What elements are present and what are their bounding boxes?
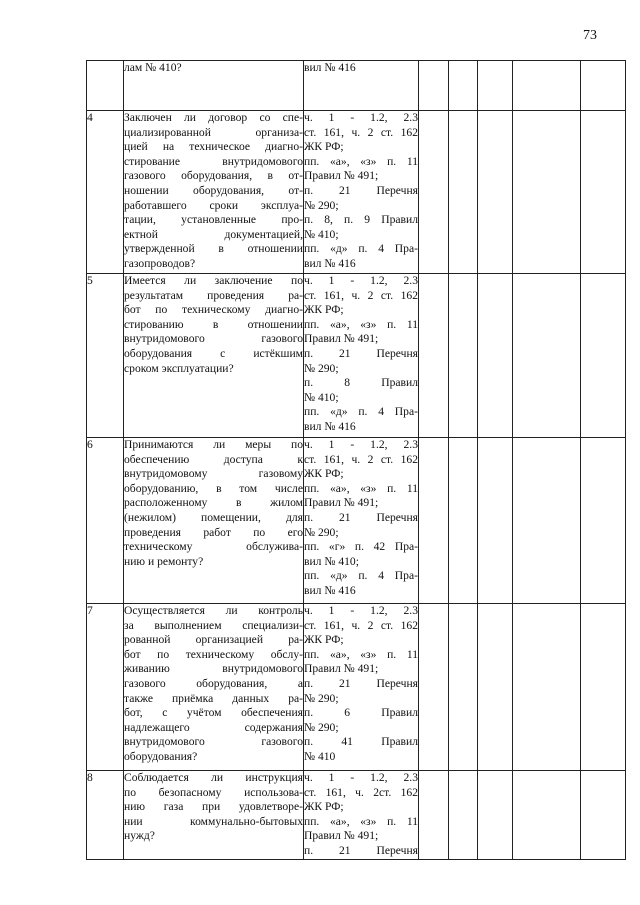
- question-line: также приёмка данных ра-: [124, 691, 303, 705]
- question-line: Принимаются ли меры по: [124, 438, 303, 451]
- row-number-cell: 8: [87, 771, 124, 860]
- reference-line: п. 21 Перечня: [304, 510, 418, 524]
- reference-line: № 290;: [304, 361, 339, 375]
- question-line: нию и ремонту?: [124, 554, 204, 568]
- answer-cell: [513, 438, 581, 604]
- reference-line: Правил № 491;: [304, 829, 379, 843]
- question-line: тации, установленные про-: [124, 213, 303, 227]
- question-line: циализированной организа-: [124, 125, 303, 139]
- answer-cell: [478, 274, 513, 438]
- reference-line: вил № 416: [304, 583, 356, 597]
- question-line: внутридомового газового: [124, 735, 303, 749]
- answer-cell: [513, 61, 581, 111]
- reference-line: вил № 410;: [304, 554, 359, 568]
- reference-line: ЖК РФ;: [304, 140, 344, 154]
- answer-cell: [581, 438, 626, 604]
- answer-cell: [419, 438, 449, 604]
- answer-cell: [581, 274, 626, 438]
- reference-line: вил № 416: [304, 256, 356, 270]
- answer-cell: [478, 771, 513, 860]
- legal-reference-cell: [304, 274, 419, 438]
- reference-line: п. 8, п. 9 Правил: [304, 213, 418, 227]
- reference-line: пп. «а», «з» п. 11: [304, 154, 418, 168]
- row-number-cell: [87, 61, 124, 111]
- question-line: надлежащего содержания: [124, 720, 303, 734]
- question-line: оборудованию, в том числе: [124, 481, 303, 495]
- answer-cell: [478, 61, 513, 111]
- reference-line: ЖК РФ;: [304, 633, 344, 647]
- reference-line: № 290;: [304, 691, 339, 705]
- reference-line: № 290;: [304, 525, 339, 539]
- reference-line: п. 21 Перечня: [304, 183, 418, 197]
- question-line: оборудования с истёкшим: [124, 346, 303, 360]
- question-line: стированию в отношении: [124, 317, 303, 331]
- reference-line: ст. 161, ч. 2ст. 162: [304, 785, 418, 799]
- reference-line: № 410;: [304, 390, 339, 404]
- question-line: нию газа при удовлетворе-: [124, 800, 303, 814]
- reference-line: пп. «д» п. 4 Пра-: [304, 569, 418, 583]
- reference-line: п. 21 Перечня: [304, 843, 418, 857]
- reference-line: ч. 1 - 1.2, 2.3: [304, 604, 418, 617]
- question-cell: [124, 438, 304, 604]
- answer-cell: [513, 274, 581, 438]
- answer-cell: [449, 111, 478, 274]
- reference-line: пп. «а», «з» п. 11: [304, 481, 418, 495]
- question-line: оборудования?: [124, 749, 198, 763]
- answer-cell: [449, 61, 478, 111]
- reference-line: пп. «а», «з» п. 11: [304, 317, 418, 331]
- reference-line: ч. 1 - 1.2, 2.3: [304, 771, 418, 784]
- answer-cell: [419, 771, 449, 860]
- question-line: Заключен ли договор со спе-: [124, 111, 303, 124]
- question-line: бот, с учётом обеспечения: [124, 706, 303, 720]
- reference-line: пп. «д» п. 4 Пра-: [304, 242, 418, 256]
- question-line: результатам проведения ра-: [124, 288, 303, 302]
- question-line: обеспечению доступа к: [124, 452, 303, 466]
- question-line: газопроводов?: [124, 256, 196, 270]
- question-line: сроком эксплуатации?: [124, 361, 234, 375]
- answer-cell: [419, 274, 449, 438]
- answer-cell: [478, 604, 513, 771]
- question-line: стирование внутридомового: [124, 154, 303, 168]
- reference-line: ч. 1 - 1.2, 2.3: [304, 111, 418, 124]
- question-line: Осуществляется ли контроль: [124, 604, 303, 617]
- reference-line: ЖК РФ;: [304, 303, 344, 317]
- reference-line: пп. «а», «з» п. 11: [304, 647, 418, 661]
- reference-line: ст. 161, ч. 2 ст. 162: [304, 288, 418, 302]
- reference-line: вил № 416: [304, 61, 356, 74]
- table-row: [87, 438, 626, 604]
- question-line: за выполнением специализи-: [124, 618, 303, 632]
- legal-reference-cell: [304, 61, 419, 111]
- answer-cell: [513, 771, 581, 860]
- row-number-cell: 5: [87, 274, 124, 438]
- question-line: проведения работ по его: [124, 525, 303, 539]
- question-line: газового оборудования, а: [124, 676, 303, 690]
- legal-reference-cell: [304, 604, 419, 771]
- page-number: 73: [583, 28, 597, 43]
- table-row: [87, 111, 626, 274]
- reference-line: Правил № 491;: [304, 169, 379, 183]
- question-line: Соблюдается ли инструкция: [124, 771, 303, 784]
- question-cell: [124, 604, 304, 771]
- reference-line: вил № 416: [304, 419, 356, 433]
- question-cell: [124, 771, 304, 860]
- table-row: [87, 604, 626, 771]
- question-line: бот по техническому обслу-: [124, 647, 303, 661]
- question-line: по безопасному использова-: [124, 785, 303, 799]
- reference-line: ч. 1 - 1.2, 2.3: [304, 438, 418, 451]
- legal-reference-cell: [304, 111, 419, 274]
- answer-cell: [449, 274, 478, 438]
- answer-cell: [513, 604, 581, 771]
- question-line: нужд?: [124, 829, 155, 843]
- reference-line: Правил № 491;: [304, 662, 379, 676]
- reference-line: п. 6 Правил: [304, 706, 418, 720]
- question-line: утвержденной в отношении: [124, 242, 303, 256]
- question-line: техническому обслужива-: [124, 540, 303, 554]
- answer-cell: [419, 61, 449, 111]
- reference-line: ч. 1 - 1.2, 2.3: [304, 274, 418, 287]
- row-number-cell: 6: [87, 438, 124, 604]
- legal-reference-cell: [304, 771, 419, 860]
- question-line: рованной организацией ра-: [124, 633, 303, 647]
- question-line: бот по техническому диагно-: [124, 303, 303, 317]
- answer-cell: [581, 604, 626, 771]
- reference-line: п. 8 Правил: [304, 376, 418, 390]
- question-line: цией на техническое диагно-: [124, 140, 303, 154]
- reference-line: п. 21 Перечня: [304, 676, 418, 690]
- question-line: лам № 410?: [124, 61, 182, 74]
- answer-cell: [478, 111, 513, 274]
- answer-cell: [449, 604, 478, 771]
- reference-line: пп. «д» п. 4 Пра-: [304, 405, 418, 419]
- reference-line: ст. 161, ч. 2 ст. 162: [304, 618, 418, 632]
- question-line: работавшего сроки эксплуа-: [124, 198, 303, 212]
- table-row: [87, 274, 626, 438]
- question-line: внутридомового газового: [124, 332, 303, 346]
- table-row: [87, 771, 626, 860]
- reference-line: № 410;: [304, 227, 339, 241]
- reference-line: ст. 161, ч. 2 ст. 162: [304, 452, 418, 466]
- question-line: расположенному в жилом: [124, 496, 303, 510]
- reference-line: пп. «а», «з» п. 11: [304, 814, 418, 828]
- answer-cell: [449, 438, 478, 604]
- table-row: [87, 61, 626, 111]
- question-line: газового оборудования, в от-: [124, 169, 303, 183]
- answer-cell: [419, 604, 449, 771]
- question-cell: [124, 274, 304, 438]
- question-line: ектной документацией,: [124, 227, 303, 241]
- reference-line: п. 21 Перечня: [304, 346, 418, 360]
- answer-cell: [581, 111, 626, 274]
- reference-line: № 410: [304, 749, 336, 763]
- answer-cell: [419, 111, 449, 274]
- answer-cell: [581, 771, 626, 860]
- question-line: Имеется ли заключение по: [124, 274, 303, 287]
- question-cell: [124, 111, 304, 274]
- answer-cell: [478, 438, 513, 604]
- answer-cell: [449, 771, 478, 860]
- question-line: нии коммунально-бытовых: [124, 814, 303, 828]
- question-line: живанию внутридомового: [124, 662, 303, 676]
- reference-line: № 290;: [304, 198, 339, 212]
- question-line: ношении оборудования, от-: [124, 183, 303, 197]
- answer-cell: [513, 111, 581, 274]
- reference-line: Правил № 491;: [304, 496, 379, 510]
- reference-line: Правил № 491;: [304, 332, 379, 346]
- row-number-cell: 7: [87, 604, 124, 771]
- answer-cell: [581, 61, 626, 111]
- question-cell: [124, 61, 304, 111]
- reference-line: п. 41 Правил: [304, 735, 418, 749]
- legal-reference-cell: [304, 438, 419, 604]
- reference-line: пп. «г» п. 42 Пра-: [304, 540, 418, 554]
- reference-line: № 290;: [304, 720, 339, 734]
- checklist-table: [86, 60, 626, 860]
- reference-line: ЖК РФ;: [304, 800, 344, 814]
- reference-line: ЖК РФ;: [304, 467, 344, 481]
- row-number-cell: 4: [87, 111, 124, 274]
- question-line: внутридомовому газовому: [124, 467, 303, 481]
- question-line: (нежилом) помещении, для: [124, 510, 303, 524]
- reference-line: ст. 161, ч. 2 ст. 162: [304, 125, 418, 139]
